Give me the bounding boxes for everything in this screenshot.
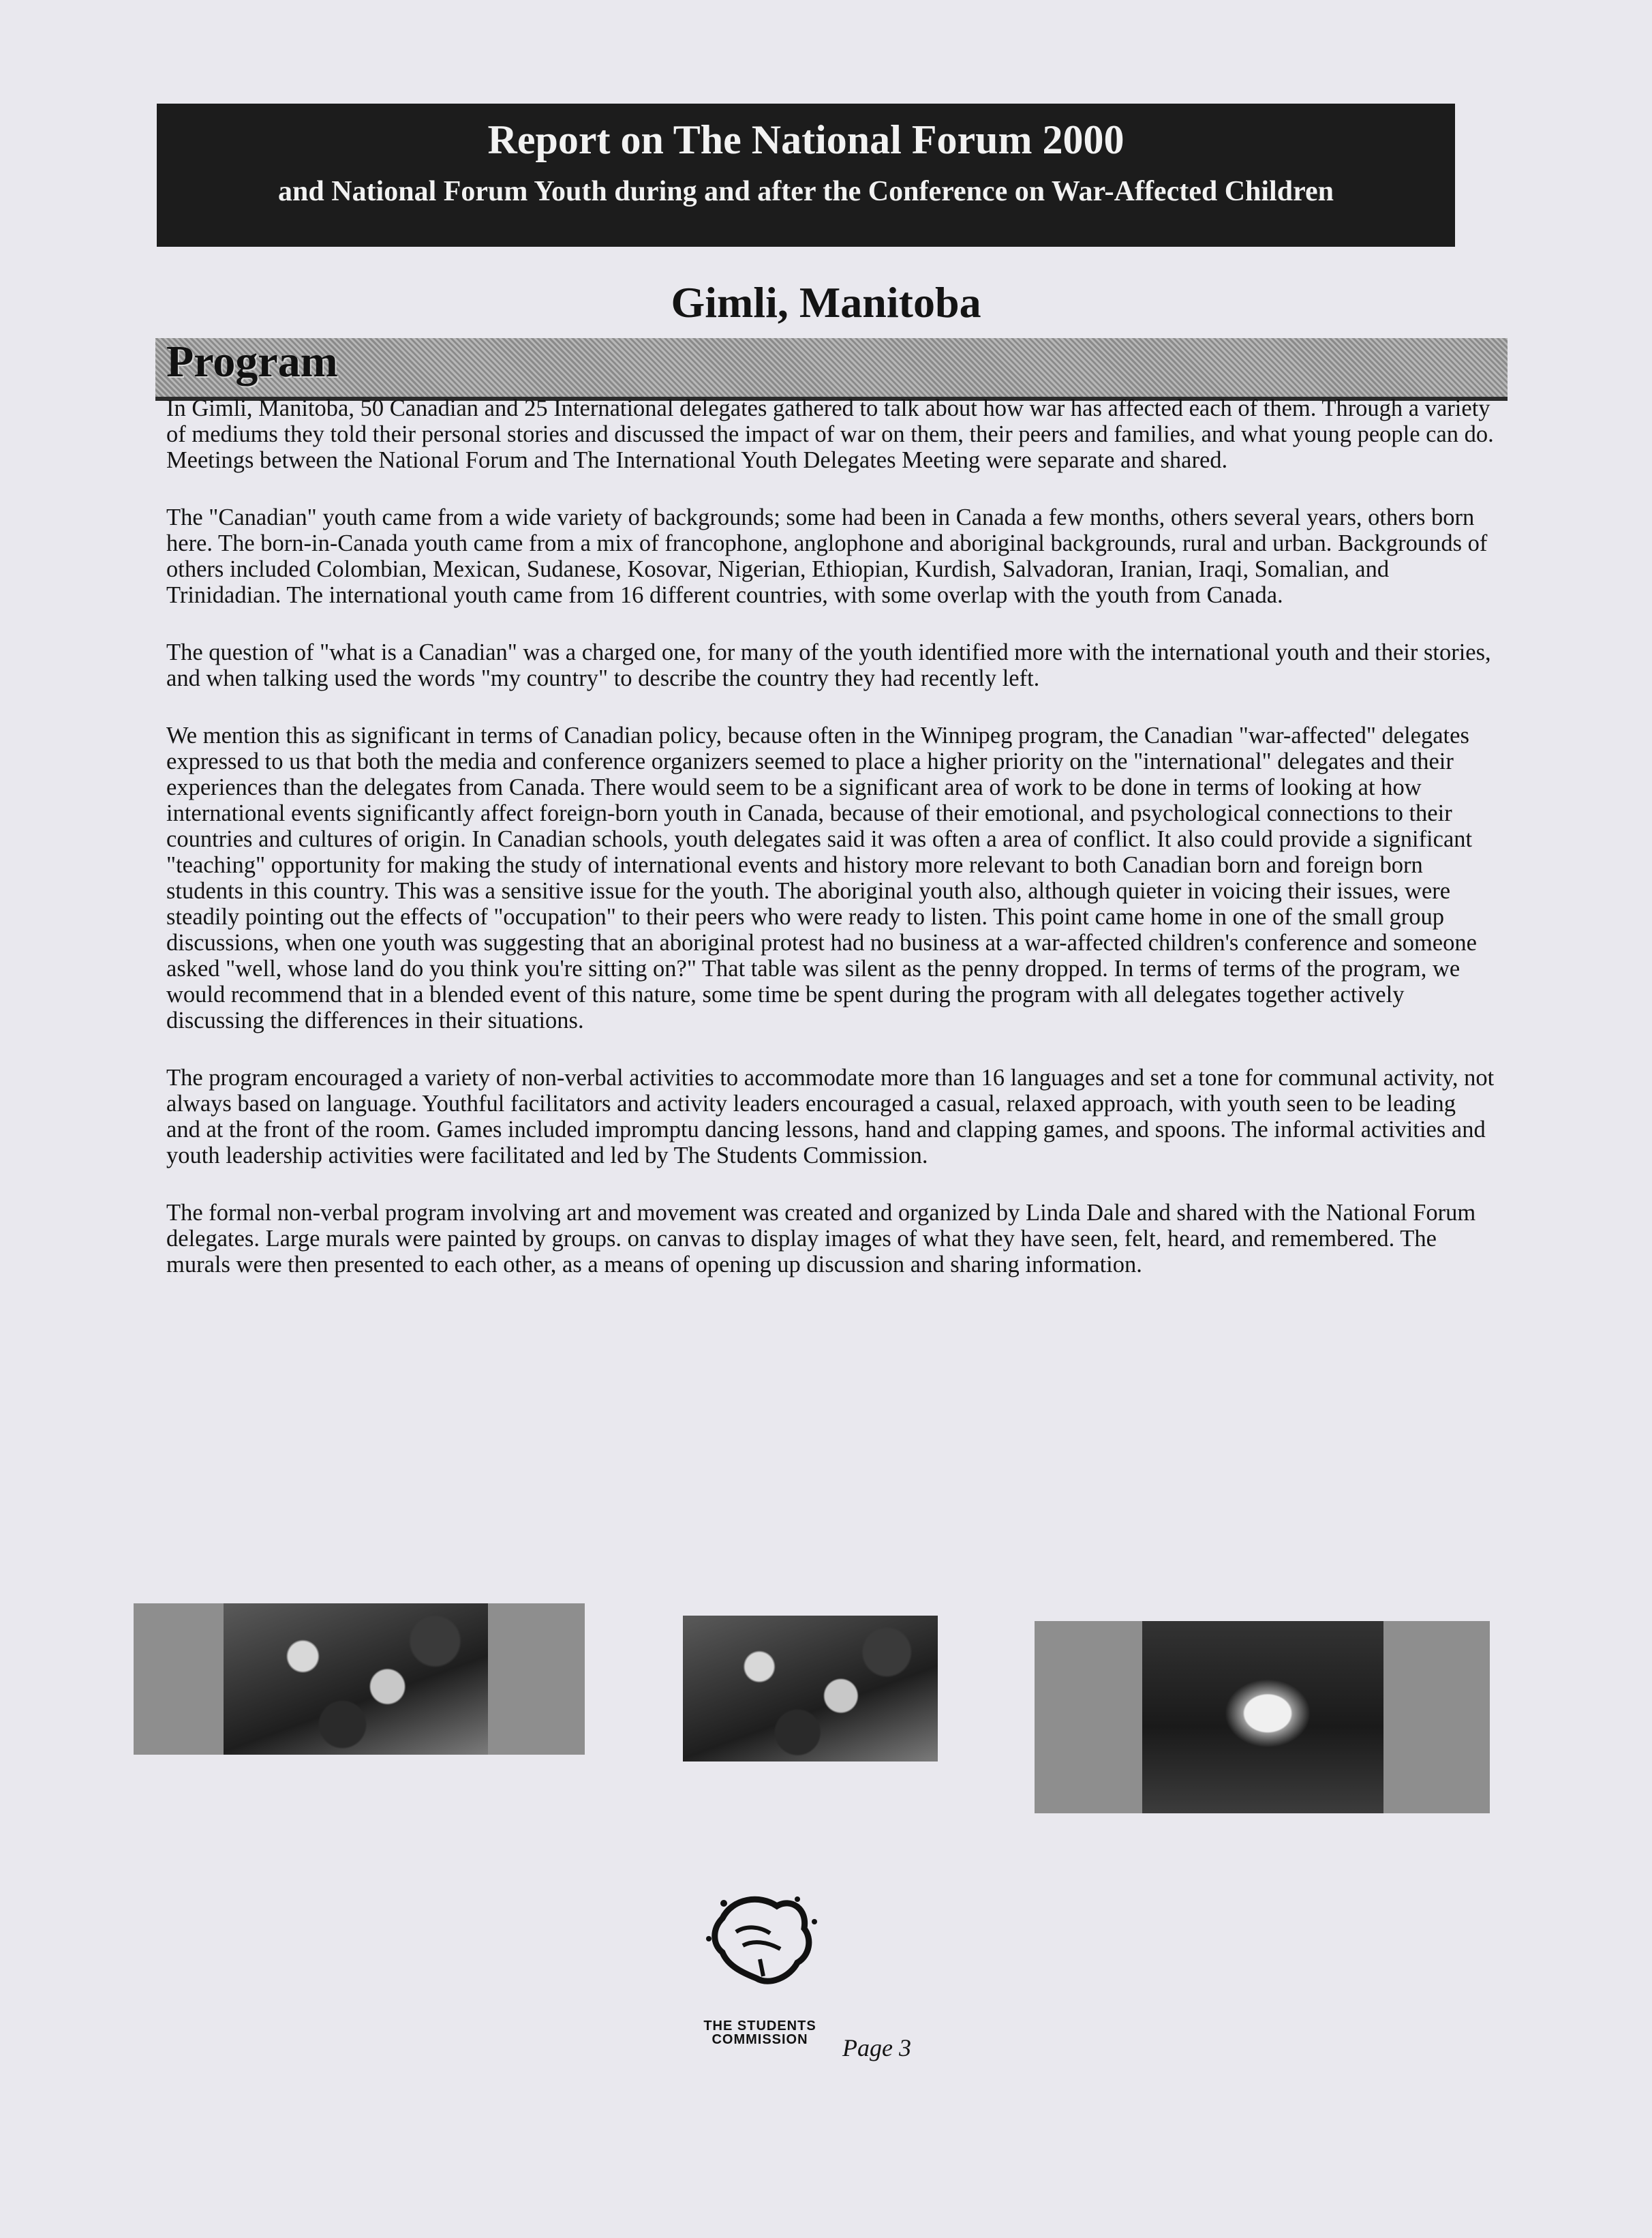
logo-text-line1: THE STUDENTS [703, 2018, 816, 2033]
paragraph-non-verbal-activities: The program encouraged a variety of non-verbal activities to accommodate more than 16 languages and set a tone for communal activity, not always based on language. Youthful facilitators and activity leaders encouraged a casual, relaxed approach, with youth seen to be leading and at the front of the room. Games included impromptu dancing lessons, hand and clapping games, and spoons. The informal activities and youth leadership activities were facilitated and led by The Students Commission. [166, 1065, 1495, 1168]
report-header-banner [157, 104, 1455, 247]
section-heading: Program [166, 337, 338, 387]
photo-delegates-meeting [683, 1616, 938, 1761]
canada-map-logo-icon [695, 1891, 825, 1993]
paragraph-what-is-canadian: The question of "what is a Canadian" was a charged one, for many of the youth identified more with the international youth and their stories, and when talking used the words "my country" to describe the country they had recently left. [166, 639, 1491, 691]
section-heading-band [155, 338, 1508, 401]
report-title: Report on The National Forum 2000 [487, 117, 1125, 162]
page-number: Page 3 [842, 2034, 911, 2061]
paragraph-delegates-gathered: In Gimli, Manitoba, 50 Canadian and 25 International delegates gathered to talk about how war has affected each of them. Through a variety of mediums they told their personal stories and discussed the impact of war on them, their peers and families, and what young people can do. Meetings between the National Forum and The International Youth Delegates Meeting were separate and shared. [166, 395, 1494, 473]
photo-masked-youth [1035, 1621, 1490, 1813]
article-body [166, 395, 1495, 1309]
logo-text-line2: COMMISSION [712, 2032, 808, 2047]
photo-group-activity [134, 1603, 585, 1755]
location-title: Gimli, Manitoba [671, 278, 981, 327]
paragraph-canadian-policy: We mention this as significant in terms of Canadian policy, because often in the Winnipeg program, the Canadian "war-affected" delegates expressed to us that both the media and conference organizers seemed to place a higher priority on the "international" delegates and their experiences than the delegates from Canada. There would seem to be a significant area of work to be done in terms of looking at how international events significantly affect foreign-born youth in Canada, because of their emotional, and psychological connections to their countries and cultures of origin. In Canadian schools, youth delegates said it was often a area of conflict. It also could provide a significant "teaching" opportunity for making the study of international events and history more relevant to both Canadian born and foreign born students in this country. This was a sensitive issue for the youth. The aboriginal youth also, although quieter in voicing their issues, were steadily pointing out the effects of "occupation" to their peers who were ready to listen. This point came home in one of the small group discussions, when one youth was suggesting that an aboriginal protest had no business at a war-affected children's conference and someone asked "well, whose land do you think you're sitting on?" That table was silent as the penny dropped. In terms of terms of the program, we would recommend that in a blended event of this nature, some time be spent during the program with all delegates together actively discussing the differences in their situations. [166, 723, 1477, 1033]
paragraph-canadian-backgrounds: The "Canadian" youth came from a wide variety of backgrounds; some had been in Canada a few months, others several years, others born here. The born-in-Canada youth came from a mix of francophone, anglophone and aboriginal backgrounds, rural and urban. Backgrounds of others included Colombian, Mexican, Sudanese, Kosovar, Nigerian, Ethiopian, Kurdish, Salvadoran, Iranian, Iraqi, Somalian, and Trinidadian. The international youth came from 16 different countries, with some overlap with the youth from Canada. [166, 504, 1488, 608]
students-commission-logo-text [699, 2019, 821, 2046]
paragraph-art-and-movement: The formal non-verbal program involving art and movement was created and organized by Linda Dale and shared with the National Forum delegates. Large murals were painted by groups. on canvas to display images of what they have seen, felt, heard, and remembered. The murals were then presented to each other, as a means of opening up discussion and sharing information. [166, 1200, 1476, 1277]
report-subtitle: and National Forum Youth during and after the Conference on War-Affected Children [278, 176, 1334, 207]
